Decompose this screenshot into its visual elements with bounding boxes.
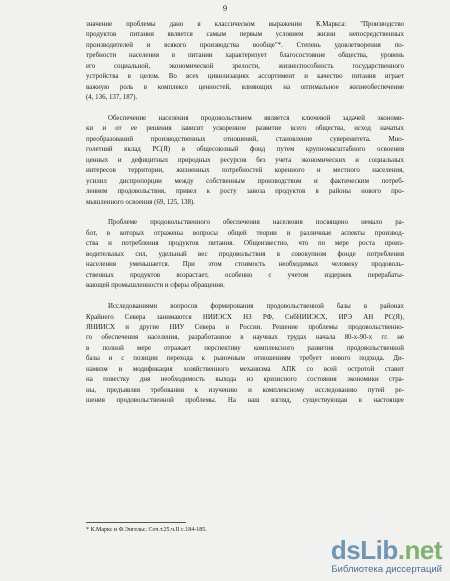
paragraph [86,114,404,208]
body-text [86,20,404,407]
text-line: вающей промышленности и сферы обращения. [86,282,225,290]
text-line: мышленного освоения (69, 125, 138). [86,198,195,206]
watermark-brand [331,537,442,563]
text-line: значение проблемы дано в классическом выражении К.Маркса: "Производство [86,21,404,28]
text-line: бот, в которых отражены вопросы общей теории и различные аспекты производ- [86,229,404,237]
text-line: намизм и модификация хозяйственного механизма АПК со всей остротой ставит [86,365,404,373]
text-line: ственных продуктов возрастает, особенно с учетом издержек перерабаты- [86,271,404,279]
text-line: шения продовольственной проблемы. На наш взгляд, существующая в настоящее [86,397,404,405]
paragraph [86,218,404,291]
text-line: ки и от ее решения зависит ускоренное развитие всего общества, исход начатых [86,125,404,133]
text-line: Исследованиями вопросов формирования продовольственной базы в районах [108,303,404,311]
text-line: (4, 136, 137, 187). [86,94,138,102]
watermark-brand-suffix: .net [397,535,442,565]
watermark-brand-main: dsLib [330,535,398,565]
text-line: продуктов питания является самым первым условием жизни непосредственных [86,31,404,39]
site-watermark-logo [331,537,442,575]
text-line: интересов территории, жизненных потребностей коренного и местного населения, [86,167,404,175]
paragraph [86,302,404,407]
text-line: производителей и всякого производства вообще"*. Степень удовлетворения по- [86,41,404,49]
text-line: ны, предъявляя требования к изучению и комплексному исследованию путей ре- [86,386,404,394]
paragraph [86,20,404,104]
text-line: Проблеме продовольственного обеспечения населения посвящено немало ра- [108,219,404,227]
text-line: населения уменьшается. При этом стоимость необходимых человеку продоволь- [86,261,404,269]
footnote-divider [86,522,186,523]
text-line: Обеспечение населения продовольствием является ключевой задачей экономи- [108,115,404,123]
text-line: го обеспечения населения, разработанное в научных трудах начала 80-х-90-х гг. не [86,334,404,342]
text-line: Крайнего Севера занимаются НИИЭСХ НЗ РФ, СибНИИЭСХ, ИРЭ АН РС(Я), [86,313,404,321]
text-line: преобразований производственных отношений, становление суверенитета. Мно- [86,135,404,143]
text-line: ценных и дефицитных природных ресурсов без учета экономических и социальных [86,156,404,164]
text-line: ства и потребления продуктов питания. Общеизвестно, что по мере роста произ- [86,240,404,248]
text-line: требности населения в питании характеризует благосостояние общества, уровень [86,52,404,60]
text-line: важную роль в комплексе ценностей, влияющих на оптимальное жизнеобеспечение [86,83,404,91]
page-number: 9 [222,3,228,13]
text-line: лением продовольствия, привел к росту завоза продуктов в районы нового про- [86,188,404,196]
watermark-subtitle: Библиотека диссертаций [331,564,442,575]
text-line: усилил диспропорции между собственным производством и фактическим потреб- [86,177,404,185]
text-line: базы и с позиции перехода к рыночным отношениям требует нового подхода. Ди- [86,355,404,363]
text-line: на повестку дня необходимость выхода из кризисного состояния экономики стра- [86,376,404,384]
text-line: в полной мере отражает перспективу комплексного развития продовольственной [86,344,404,352]
text-line: устройства в целом. Во всех цивилизациях ассортимент и качество питания играет [86,73,404,81]
text-line: ЯНИИСХ и другие НИУ Севера и России. Решение проблемы продовольственно- [86,323,404,331]
text-line: его социальной, экономической зрелости, жизнеспособность государственного [86,62,404,70]
text-line: водительных сил, удельный вес продовольствия в совокупном фонде потребления [86,250,404,258]
text-line: голетний вклад РС(Я) в общесоюзный фонд путем крупномасштабного освоения [86,146,404,154]
footnote: * К.Маркс и Ф.Энгельс. Соч.т.25.ч.II с.184-185. [86,527,207,533]
